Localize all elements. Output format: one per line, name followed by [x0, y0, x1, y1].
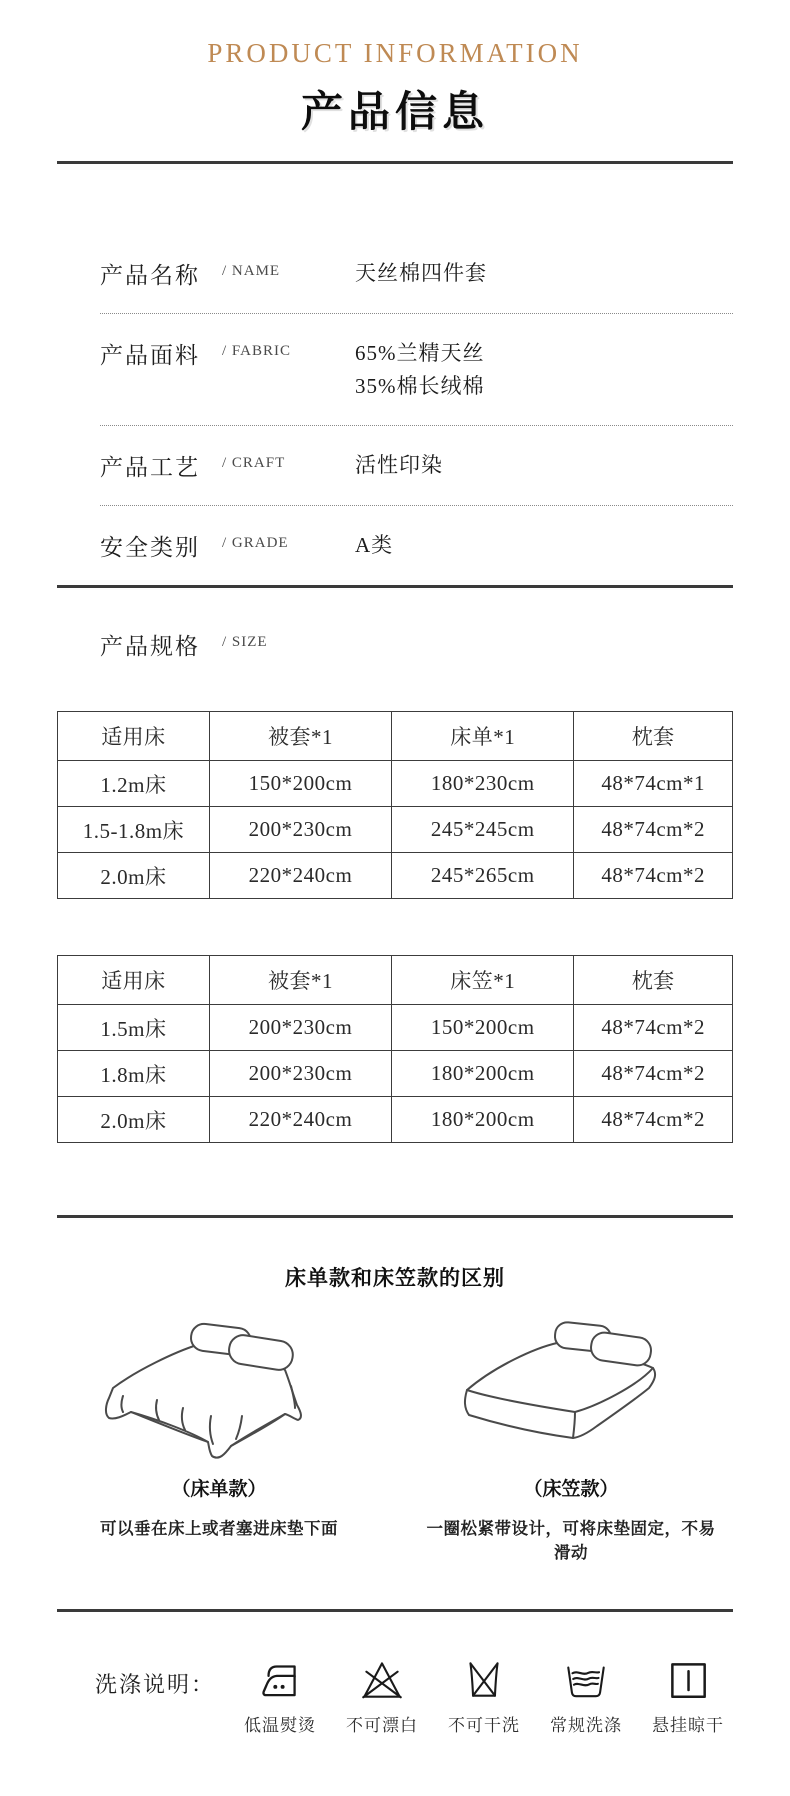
table-header-cell: 适用床 [58, 712, 210, 761]
size-label-en: / SIZE [222, 634, 268, 651]
spec-value: 天丝棉四件套 [355, 261, 487, 285]
table-cell: 150*200cm [392, 1005, 574, 1051]
page-title: 产品信息 [300, 88, 489, 135]
comparison-item-flat-sheet [69, 1308, 369, 1563]
table-row [58, 1097, 733, 1143]
table-cell: 220*240cm [209, 1097, 391, 1143]
size-table-flat-sheet [57, 711, 733, 899]
table-cell: 220*240cm [209, 853, 391, 899]
machine-wash-icon [535, 1654, 637, 1704]
table-row [58, 853, 733, 899]
table-cell: 1.2m床 [58, 761, 210, 807]
table-cell: 48*74cm*2 [574, 1005, 733, 1051]
washing-item-no-bleach [331, 1654, 433, 1736]
washing-items [229, 1654, 739, 1736]
table-cell: 180*200cm [392, 1097, 574, 1143]
table-cell: 200*230cm [209, 807, 391, 853]
washing-item-label: 不可干洗 [448, 1716, 521, 1736]
washing-item-label: 常规洗涤 [550, 1716, 623, 1736]
flat-sheet-bed-illustration [69, 1308, 369, 1466]
table-header-row [58, 956, 733, 1005]
washing-item-label: 低温熨烫 [244, 1716, 317, 1736]
spec-label-en: / CRAFT [222, 455, 286, 472]
spec-value: A类 [355, 533, 394, 558]
table-cell: 48*74cm*1 [574, 761, 733, 807]
divider-rule [57, 161, 733, 164]
no-dry-clean-icon [433, 1654, 535, 1704]
table-header-cell-highlight: 床单*1 [392, 712, 574, 761]
comparison-caption: （床笠款） [523, 1479, 619, 1501]
table-header-cell: 被套*1 [209, 712, 391, 761]
table-row [58, 1051, 733, 1097]
comparison-title: 床单款和床笠款的区别 [285, 1267, 505, 1291]
table-cell: 180*230cm [392, 761, 574, 807]
spec-row-craft [100, 426, 733, 506]
spec-label-en: / GRADE [222, 535, 289, 552]
comparison-caption: （床单款） [171, 1479, 267, 1501]
table-header-cell: 适用床 [58, 956, 210, 1005]
comparison-figures [57, 1308, 733, 1563]
table-cell: 48*74cm*2 [574, 853, 733, 899]
spec-label-zh: 产品工艺 [100, 455, 200, 481]
table-cell: 48*74cm*2 [574, 1097, 733, 1143]
divider-rule [57, 1609, 733, 1612]
page-header [57, 38, 733, 139]
table-cell: 1.5m床 [58, 1005, 210, 1051]
table-cell: 1.8m床 [58, 1051, 210, 1097]
iron-low-temp-icon [229, 1654, 331, 1704]
table-row [58, 807, 733, 853]
spec-row-name [100, 234, 733, 314]
spec-label-en: / NAME [222, 263, 281, 279]
spec-list [100, 198, 733, 585]
spec-value-line: 65%兰精天丝 [355, 341, 485, 365]
divider-rule [57, 585, 733, 588]
size-section-heading [100, 628, 733, 661]
table-cell: 200*230cm [209, 1005, 391, 1051]
washing-item-hang-dry [637, 1654, 739, 1736]
spec-row-fabric [100, 314, 733, 426]
size-label-zh: 产品规格 [100, 634, 200, 660]
spec-value: 活性印染 [355, 453, 443, 478]
table-cell: 200*230cm [209, 1051, 391, 1097]
spec-value [355, 337, 485, 402]
spec-label-zh: 产品面料 [100, 343, 200, 368]
washing-item-iron [229, 1654, 331, 1736]
table-cell: 2.0m床 [58, 1097, 210, 1143]
size-table-fitted-sheet [57, 955, 733, 1143]
washing-label: 洗涤说明： [95, 1672, 216, 1698]
table-cell: 245*245cm [392, 807, 574, 853]
washing-item-label: 不可漂白 [346, 1716, 419, 1736]
table-header-cell: 枕套 [574, 956, 733, 1005]
spec-row-grade [100, 506, 733, 585]
fitted-sheet-bed-illustration [421, 1308, 721, 1466]
no-bleach-icon [331, 1654, 433, 1704]
table-cell: 48*74cm*2 [574, 1051, 733, 1097]
hang-dry-icon [637, 1654, 739, 1704]
table-cell: 150*200cm [209, 761, 391, 807]
comparison-description: 一圈松紧带设计，可将床垫固定，不易滑动 [426, 1520, 716, 1563]
comparison-description: 可以垂在床上或者塞进床垫下面 [100, 1520, 338, 1539]
table-header-cell: 被套*1 [209, 956, 391, 1005]
washing-item-label: 悬挂晾干 [652, 1716, 725, 1736]
table-cell: 245*265cm [392, 853, 574, 899]
divider-rule [57, 1215, 733, 1218]
spec-label-en: / FABRIC [222, 343, 291, 359]
table-cell: 1.5-1.8m床 [58, 807, 210, 853]
table-header-cell-highlight: 床笠*1 [392, 956, 574, 1005]
comparison-item-fitted-sheet [421, 1308, 721, 1563]
spec-label-zh: 安全类别 [100, 535, 200, 561]
header-subtitle-en: PRODUCT INFORMATION [207, 38, 583, 68]
washing-instructions [95, 1654, 733, 1736]
table-cell: 48*74cm*2 [574, 807, 733, 853]
spec-label-zh: 产品名称 [100, 263, 200, 288]
table-cell: 180*200cm [392, 1051, 574, 1097]
table-header-cell: 枕套 [574, 712, 733, 761]
table-header-row [58, 712, 733, 761]
spec-value-line: 35%棉长绒棉 [355, 373, 485, 398]
washing-item-machine-wash [535, 1654, 637, 1736]
washing-item-no-dry-clean [433, 1654, 535, 1736]
table-cell: 2.0m床 [58, 853, 210, 899]
table-row [58, 1005, 733, 1051]
table-row [58, 761, 733, 807]
bottom-whitespace [57, 1736, 733, 1796]
